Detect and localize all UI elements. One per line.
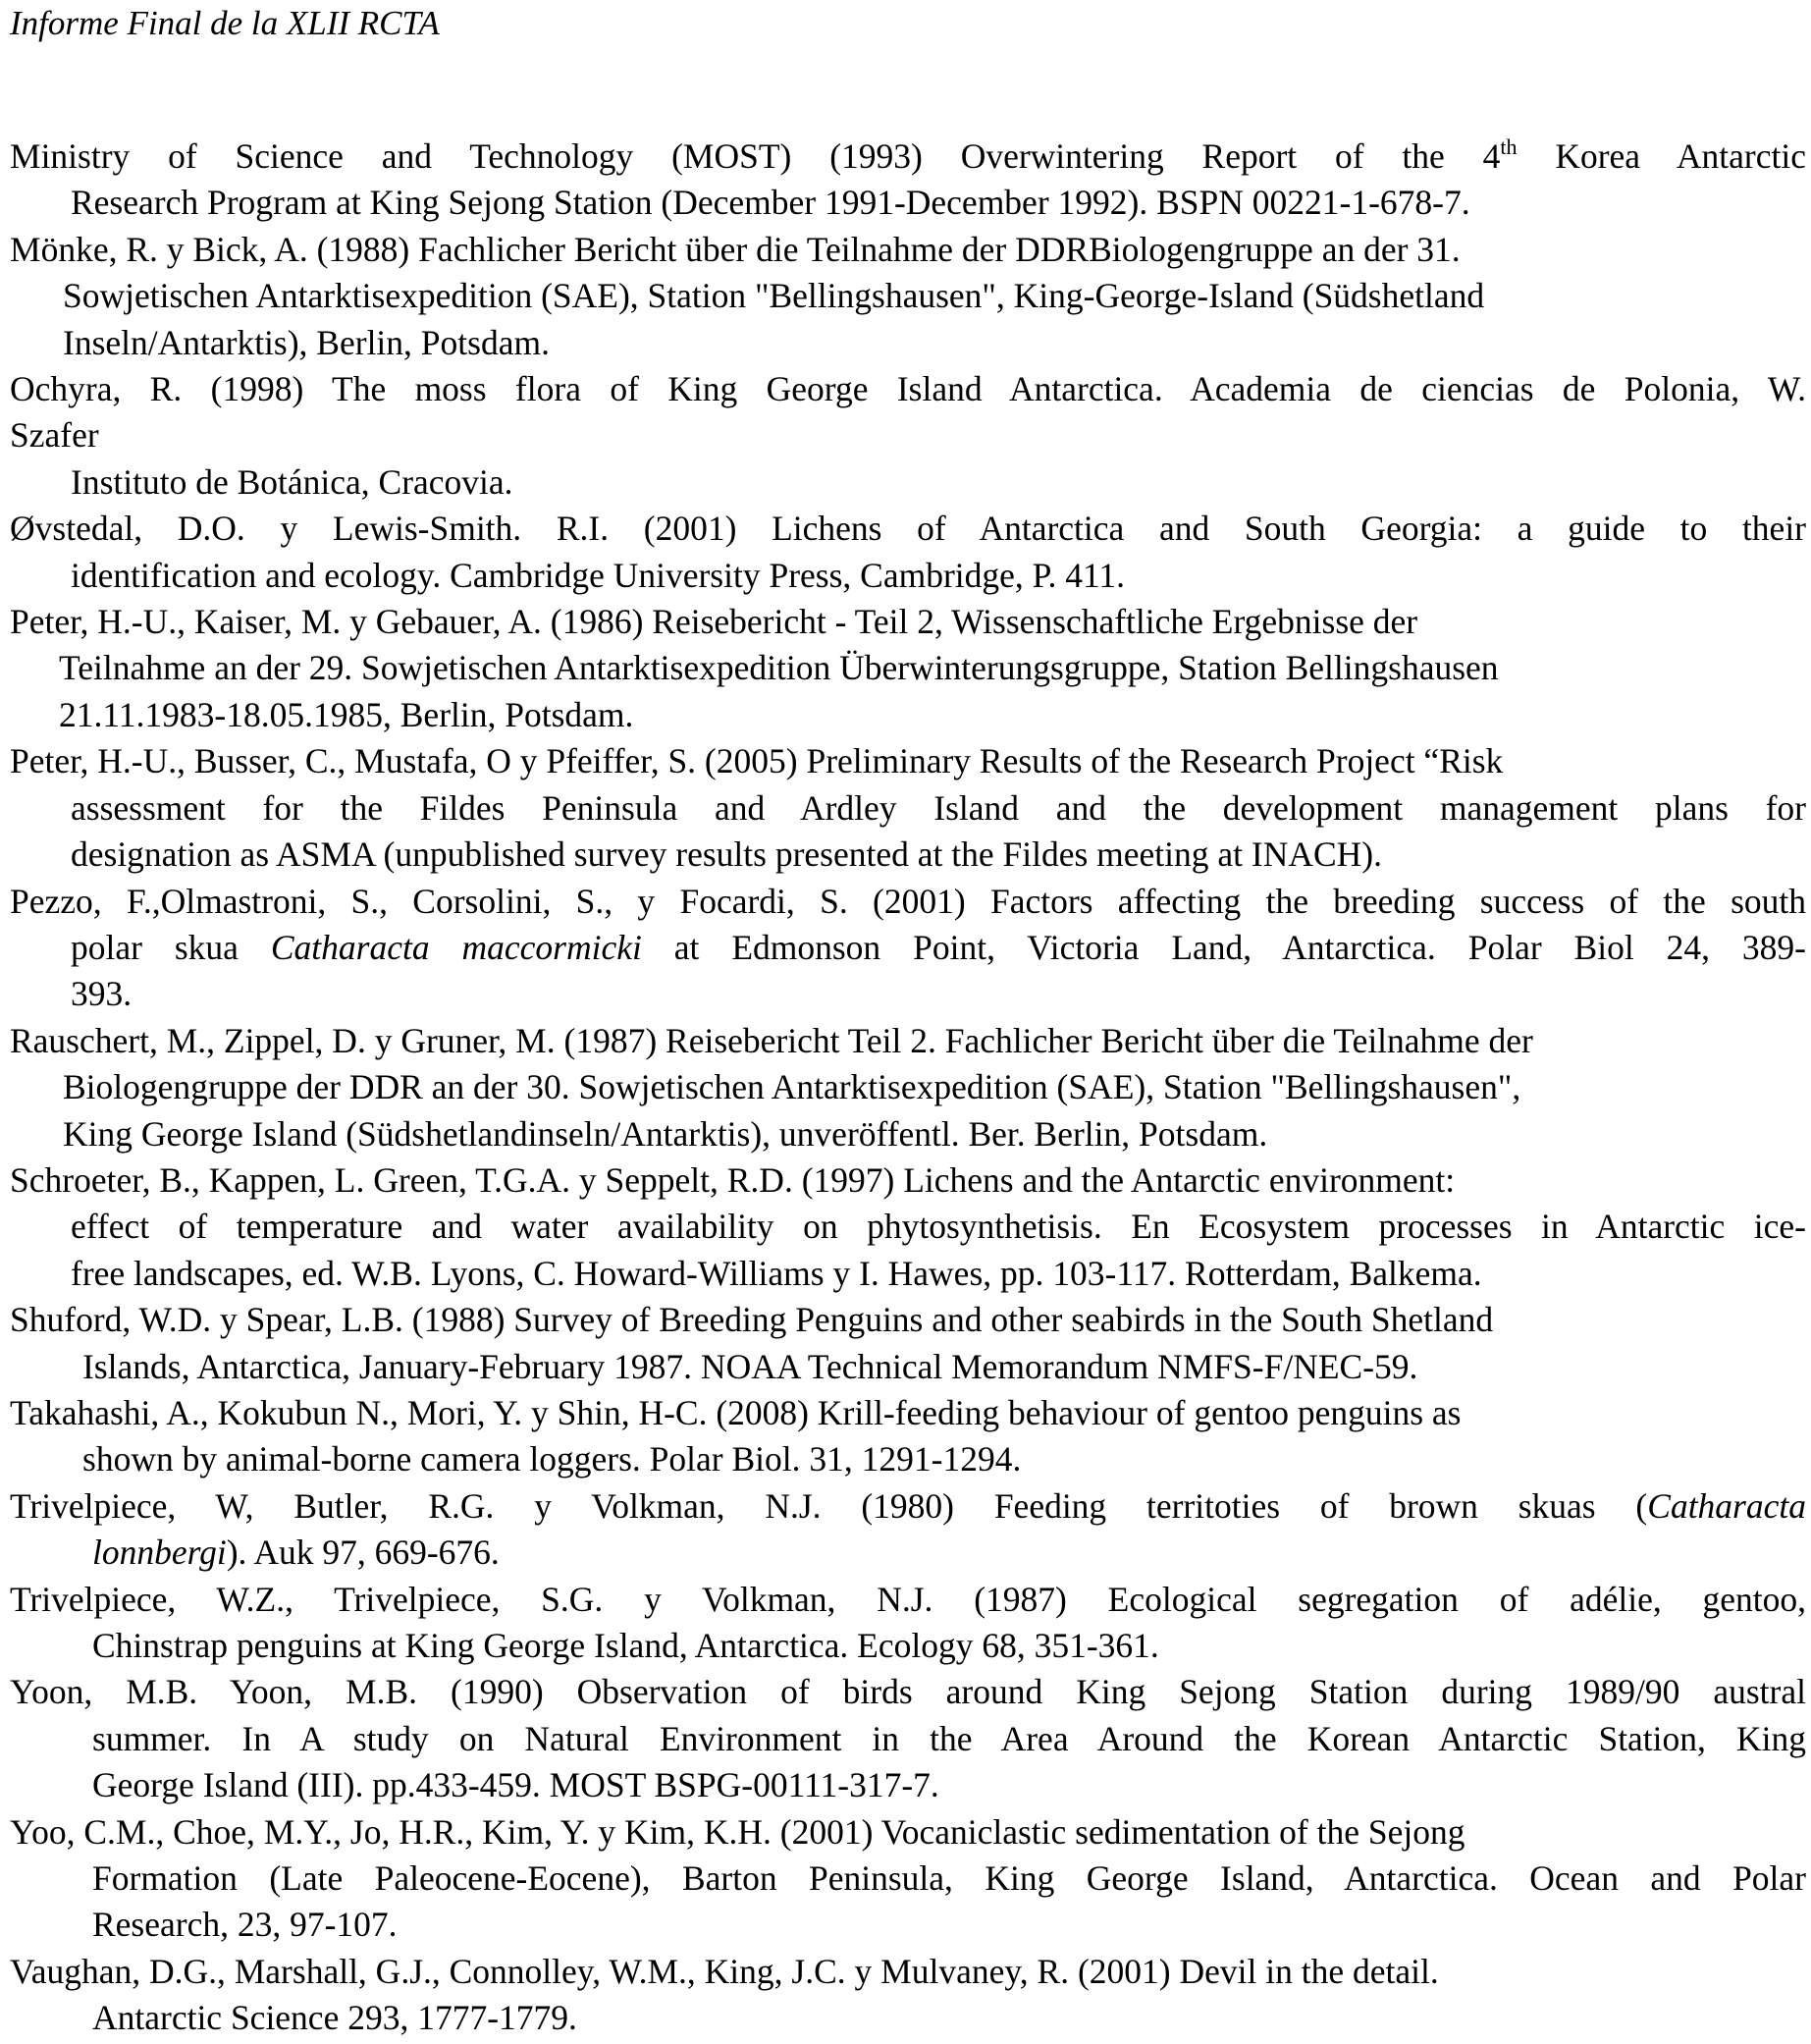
reference-entry: Trivelpiece, W, Butler, R.G. y Volkman, N.J. (1980) Feeding territoties of brown skuas (Catharacta lonnbergi). Auk 97, 669-676. (10, 1485, 1806, 1573)
reference-entry: Ochyra, R. (1998) The moss flora of King George Island Antarctica. Academia de ciencias de Polonia, W. Szafer Instituto de Botánica, Cracovia. (10, 369, 1806, 502)
reference-entry: Vaughan, D.G., Marshall, G.J., Connolley, W.M., King, J.C. y Mulvaney, R. (2001) Devil in the detail. Antarctic Science 293, 1777-1779. (10, 1951, 1439, 2038)
reference-entry: Trivelpiece, W.Z., Trivelpiece, S.G. y Volkman, N.J. (1987) Ecological segregation of adélie, gentoo, Chinstrap penguins at King George Island, Antarctica. Ecology 68, 351-361. (10, 1579, 1806, 1665)
reference-entry: Peter, H.-U., Kaiser, M. y Gebauer, A. (1986) Reisebericht - Teil 2, Wissenschaftliche Ergebnisse der Teilnahme an der 29. Sowjetischen Antarktisexpedition Überwinterungsgruppe, Station Bellingshausen 21.11.1983-18.05.1985, Berlin, Potsdam. (10, 602, 1499, 734)
reference-entry: Pezzo, F.,Olmastroni, S., Corsolini, S., y Focardi, S. (2001) Factors affecting the breeding success of the south polar skua Catharacta maccormicki at Edmonson Point, Victoria Land, Antarctica. Polar Biol 24, 389- 393. (10, 881, 1806, 1014)
reference-entry: Ministry of Science and Technology (MOST) (1993) Overwintering Report of the 4th Korea Antarctic Research Program at King Sejong Station (December 1991-December 1992). BSPN 00221-1-678-7. (10, 134, 1806, 223)
running-header: Informe Final de la XLII RCTA (10, 4, 440, 42)
reference-entry: Takahashi, A., Kokubun N., Mori, Y. y Shin, H-C. (2008) Krill-feeding behaviour of gentoo penguins as shown by animal-borne camera loggers. Polar Biol. 31, 1291-1294. (10, 1392, 1462, 1479)
reference-entry: Øvstedal, D.O. y Lewis-Smith. R.I. (2001) Lichens of Antarctica and South Georgia: a guide to their identification and ecology. Cambridge University Press, Cambridge, P. 411. (10, 509, 1806, 595)
reference-entry: Rauschert, M., Zippel, D. y Gruner, M. (1987) Reisebericht Teil 2. Fachlicher Bericht über die Teilnahme der Biologengruppe der DDR an der 30. Sowjetischen Antarktisexpedition (SAE), Station "Bellingshausen", King George Island (Südshetlandinseln/Antarktis), unveröffentl. Ber. Berlin, Potsdam. (10, 1020, 1533, 1154)
reference-entry: Peter, H.-U., Busser, C., Mustafa, O y Pfeiffer, S. (2005) Preliminary Results of the Research Project “Risk assessment for the Fildes Peninsula and Ardley Island and the development management plans for designation as ASMA (unpublished survey results presented at the Fildes meeting at INACH). (10, 741, 1806, 875)
reference-entry: Yoo, C.M., Choe, M.Y., Jo, H.R., Kim, Y. y Kim, K.H. (2001) Vocaniclastic sedimentation of the Sejong Formation (Late Paleocene-Eocene), Barton Peninsula, King George Island, Antarctica. Ocean and Polar Research, 23, 97-107. (10, 1811, 1806, 1945)
reference-entry: Shuford, W.D. y Spear, L.B. (1988) Survey of Breeding Penguins and other seabirds in the South Shetland Islands, Antarctica, January-February 1987. NOAA Technical Memorandum NMFS-F/NEC-59. (10, 1300, 1494, 1386)
reference-list (10, 134, 1806, 2042)
reference-entry: Yoon, M.B. Yoon, M.B. (1990) Observation of birds around King Sejong Station during 1989/90 austral summer. In A study on Natural Environment in the Area Around the Korean Antarctic Station, King George Island (III). pp.433-459. MOST BSPG-00111-317-7. (10, 1672, 1806, 1805)
reference-entry: Schroeter, B., Kappen, L. Green, T.G.A. y Seppelt, R.D. (1997) Lichens and the Antarctic environment: effect of temperature and water availability on phytosynthetisis. En Ecosystem processes in Antarctic ice- free landscapes, ed. W.B. Lyons, C. Howard-Williams y I. Hawes, pp. 103-117. Rotterdam, Balkema. (10, 1159, 1806, 1293)
reference-entry: Mönke, R. y Bick, A. (1988) Fachlicher Bericht über die Teilnahme der DDRBiologengruppe an der 31. Sowjetischen Antarktisexpedition (SAE), Station "Bellingshausen", King-George-Island (Südshetland Inseln/Antarktis), Berlin, Potsdam. (10, 229, 1485, 362)
